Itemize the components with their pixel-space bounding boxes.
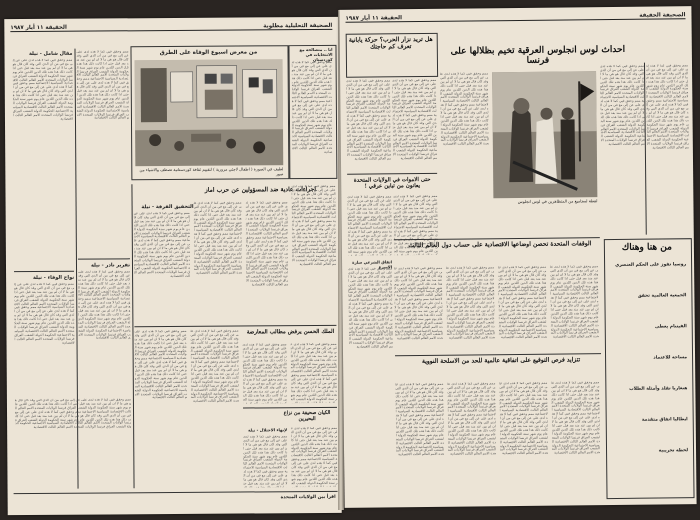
lower-a-text (243, 435, 287, 487)
small-head-2: مقال شامل - نيلة (28, 50, 73, 58)
small-head-1: التحقيق الفرقة - نيلة (141, 203, 194, 211)
section-col-b-text (446, 266, 495, 350)
nuclear-col-b-text (447, 382, 496, 498)
left-rule-mid-2 (78, 258, 130, 259)
mid-headline: الملك الحسن يرفض مطالب المعارضة (246, 328, 335, 336)
mid-col-a-text (134, 212, 191, 322)
right-col-1-text (600, 65, 646, 233)
mid-lower-c-text (243, 343, 287, 403)
left-col-1b-text (14, 283, 75, 393)
photo-caption-headline: من معرض اسبوع الوفاة على الطرق (159, 49, 258, 57)
lower-b-text (291, 427, 337, 487)
nuclear-col-d-text (551, 381, 600, 497)
small-head-4: نواح الوفاء - نيلة (32, 274, 75, 281)
left-newspaper-page (4, 17, 341, 515)
top-box-headline: هل تريد نزار الحرب؟ حركة يابانية تعرف كم حاجتك (348, 35, 433, 51)
lower-small-head: لإنهاء الاحتلال - نيلة (248, 427, 288, 433)
right-rule-mid-left (347, 173, 437, 175)
main-headline: احداث لوس انجلوس العرقية تخيم بظلالها على فرنسا (450, 44, 626, 67)
nuclear-col-c-text (499, 382, 548, 498)
column-item: هنغاريا تقلد وأمثلة الطلاب (629, 386, 688, 392)
left-col-2b-text (78, 270, 131, 390)
right-col-3-text (440, 72, 490, 232)
right-col-2-text (646, 64, 690, 232)
right-newspaper-page (339, 6, 696, 508)
right-col-4-text (392, 79, 437, 169)
lower-rule (243, 407, 337, 408)
column-item: لحظة تجريبية (658, 448, 689, 454)
bottom-rule (14, 491, 338, 494)
left-col-2-text (76, 50, 129, 250)
section-col-d-text (550, 265, 599, 349)
protest-photo (492, 71, 597, 198)
exhibition-illustration (135, 59, 284, 166)
mid-left-headline: حتى الاموات في الولايات المتحدة يعانون من تباين عرقي ! (353, 176, 431, 190)
mid-lower-b-text (190, 330, 239, 488)
right-col-5-text (346, 79, 391, 169)
column-item: الفيتنام يعطى (655, 324, 687, 330)
lower-headline: الكيان صحيفة من نزاع البحيرين (283, 409, 331, 422)
mid-col-c-text (246, 201, 289, 321)
left-page-header (10, 19, 332, 32)
column-item: ايطاليا اتفاق متقدمة (641, 417, 688, 423)
protest-photo-caption: لقطة لمجاميع من المتظاهرين في لوس انجلوس (517, 198, 598, 204)
section-headline: الوقفات المتحدة تحصن اوضاعها الاقتصادية على حساب دول العالم الثالث (408, 240, 592, 250)
bottom-strip: اقرأ بين الولايات المتحدة (280, 494, 336, 501)
right-col-6-text (347, 195, 392, 255)
section-col-c-text (498, 266, 547, 350)
column-item: مساحة للاعتماد (653, 355, 688, 361)
column-items (608, 262, 688, 454)
mid-lower-a-text (134, 330, 187, 488)
small-head-left: اتفاق الشرعي سارة الاسرع (352, 259, 393, 270)
side-body-text (292, 61, 333, 173)
left-rule-mid (14, 271, 74, 272)
right-header-name: الصحيفة الحقيقة (639, 12, 686, 19)
section-col-a-text (394, 267, 443, 351)
exhibition-photo (135, 59, 284, 166)
nuclear-headline: تتزايد فرص التوقيع على اتفاقية عالمية للحد من الاسلحة النووية (421, 356, 581, 366)
mid-rule (134, 325, 336, 327)
column-item: الجمعية العالمية تحقق (637, 293, 687, 299)
mid-lower-d-text (291, 343, 337, 403)
left-col-1-text (13, 59, 74, 259)
left-header-name: الصحيفة التحليلية مطلوبة (263, 22, 333, 30)
side-headline-ana: انا .. متصالحة مع الانتخابات في كوردستان (299, 46, 333, 63)
photo-caption: لطيف في الصورة ( اطفال لاجئي مرورية ) لتقييم ثقافة كوردستانية تصطف والاشياء من صور (139, 166, 284, 177)
nuclear-col-a-text (395, 383, 444, 499)
headline-amendments: اجراءات عادية ضد المسؤولين عن حرب اماز (204, 185, 317, 194)
left-header-date: الحقيقة ١١ أيار ١٩٨٧ (10, 24, 67, 32)
column-item: روسيا تفوز على الحكم العنصري (615, 262, 687, 268)
right-far-left-text (348, 267, 394, 497)
mid-col-b-text (194, 202, 243, 322)
small-head-3: تقرير نادر - نيلة (90, 262, 131, 269)
right-header-date: الحقيقة ١١ أيار ١٩٨٧ (345, 15, 403, 22)
protest-illustration (492, 71, 597, 198)
mid-col-d-text (291, 185, 336, 321)
right-page-header (345, 8, 685, 23)
column-title: من هنا وهناك (621, 242, 673, 253)
left-col-1c-text (15, 398, 132, 489)
